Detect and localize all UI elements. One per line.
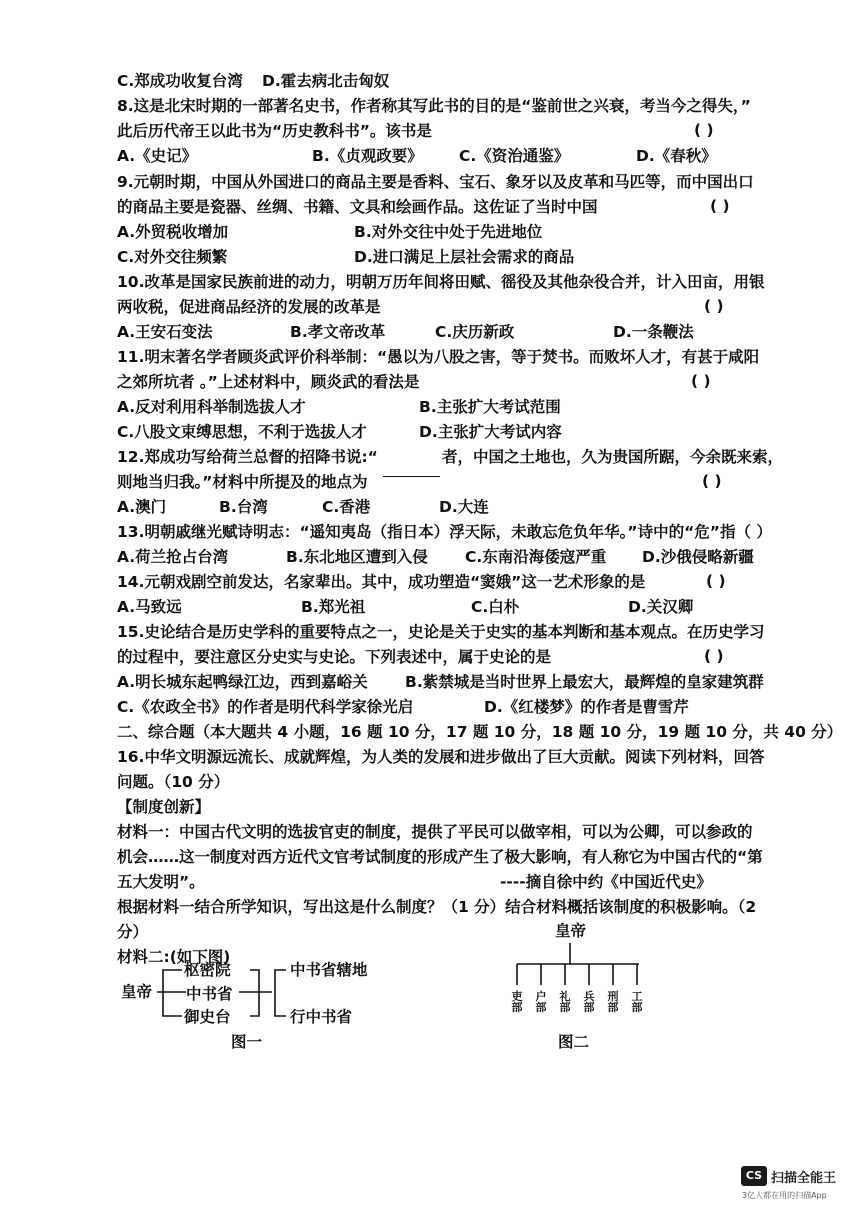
text-line: 此后历代帝王以此书为“历史教科书”。该书是 (117, 122, 432, 140)
text-line: C.郑成功收复台湾 (117, 72, 243, 90)
text-line: ----摘自徐中约《中国近代史》 (500, 873, 712, 891)
text-line: 问题。（10 分） (117, 773, 230, 791)
text-line: B.主张扩大考试范围 (419, 398, 561, 416)
text-line: C.香港 (322, 498, 371, 516)
org-zhongshusheng: 中书省 (186, 985, 233, 1003)
text-line: 9.元朝时期，中国从外国进口的商品主要是香料、宝石、象牙以及皮革和马匹等，而中国出口 (117, 173, 754, 191)
text-line: B.台湾 (219, 498, 268, 516)
text-line: 14.元朝戏剧空前发达，名家辈出。其中，成功塑造“窦娥”这一艺术形象的是 (117, 573, 646, 591)
emperor-label: 皇帝 (121, 983, 153, 1001)
diagram-one-caption: 图一 (231, 1033, 263, 1051)
answer-bracket: ( ) (702, 472, 722, 490)
text-line: 11.明末著名学者顾炎武评价科举制：“愚以为八股之害，等于焚书。而败坏人才，有甚于咸阳 (117, 348, 760, 366)
ministry-label: 户 部 (535, 990, 547, 1014)
answer-bracket: ( ) (694, 121, 714, 139)
text-line: B.《贞观政要》 (312, 147, 423, 165)
ministry-label: 兵 部 (583, 990, 595, 1014)
answer-bracket: ( ) (704, 647, 724, 665)
text-line: 之郊所坑者 。”上述材料中，顾炎武的看法是 (117, 373, 420, 391)
text-line: D.主张扩大考试内容 (419, 423, 562, 441)
ministry-label: 吏 部 (511, 990, 523, 1014)
text-line: 8.这是北宋时期的一部著名史书，作者称其写此书的目的是“鉴前世之兴衰，考当今之得失，” (117, 97, 751, 115)
text-line: B.东北地区遭到入侵 (286, 548, 428, 566)
text-line: A.马致远 (117, 598, 182, 616)
text-line: 12.郑成功写给荷兰总督的招降书说:“ (117, 448, 378, 466)
text-line: 五大发明”。 (117, 873, 205, 891)
text-line: 机会……这一制度对西方近代文官考试制度的形成产生了极大影响，有人称它为中国古代的“第 (117, 848, 763, 866)
text-line: A.荷兰抢占台湾 (117, 548, 229, 566)
answer-bracket: ( ) (691, 372, 711, 390)
text-line: 10.改革是国家民族前进的动力，明朝万历年间将田赋、徭役及其他杂役合并，计入田亩，用银 (117, 273, 765, 291)
text-line: D.《春秋》 (636, 147, 717, 165)
text-line: 16.中华文明源远流长、成就辉煌，为人类的发展和进步做出了巨大贡献。阅读下列材料，回答 (117, 748, 765, 766)
text-line: 则地当归我。”材料中所提及的地点为 (117, 473, 368, 491)
text-line: 材料二:(如下图) (117, 948, 231, 966)
text-line: 的商品主要是瓷器、丝绸、书籍、文具和绘画作品。这佐证了当时中国 (117, 198, 598, 216)
text-line: D.关汉卿 (628, 598, 694, 616)
text-line: A.《史记》 (117, 147, 198, 165)
text-line: A.反对利用科举制选拔人才 (117, 398, 306, 416)
text-line: C.对外交往频繁 (117, 248, 228, 266)
text-line: D.一条鞭法 (613, 323, 694, 341)
text-line: 15.史论结合是历史学科的重要特点之一，史论是关于史实的基本判断和基本观点。在历史学习 (117, 623, 765, 641)
text-line: D.《红楼梦》的作者是曹雪芹 (484, 698, 689, 716)
text-line: B.孝文帝改革 (290, 323, 386, 341)
text-line: 材料一：中国古代文明的选拔官吏的制度，提供了平民可以做宰相，可以为公卿，可以参政的 (117, 823, 753, 841)
text-line: 二、综合题（本大题共 4 小题，16 题 10 分，17 题 10 分，18 题 10 分，19 题 10 分，共 40 分） (117, 723, 843, 741)
camscanner-logo: CS (741, 1166, 767, 1186)
text-line: 者，中国之土地也，久为贵国所踞，今余既来索， (442, 448, 784, 466)
text-line: A.明长城东起鸭绿江边，西到嘉峪关 (117, 673, 368, 691)
text-line: 两收税，促进商品经济的发展的改革是 (117, 298, 381, 316)
text-line: C.庆历新政 (435, 323, 515, 341)
text-line: C.《资治通鉴》 (459, 147, 570, 165)
region-province: 行中书省 (290, 1008, 353, 1026)
text-line: D.大连 (439, 498, 489, 516)
answer-bracket: ( ) (710, 197, 730, 215)
ministry-label: 刑 部 (607, 990, 619, 1014)
text-line: B.郑光祖 (301, 598, 366, 616)
text-line: C.白朴 (471, 598, 520, 616)
text-line: 分） (117, 923, 149, 941)
text-line: D.沙俄侵略新疆 (642, 548, 754, 566)
answer-bracket: ( ) (706, 572, 726, 590)
brand-tagline: 3亿人都在用的扫描App (742, 1191, 827, 1200)
text-line: A.澳门 (117, 498, 167, 516)
text-line: C.东南沿海倭寇严重 (465, 548, 607, 566)
text-line: 的过程中，要注意区分史实与史论。下列表述中，属于史论的是 (117, 648, 552, 666)
text-line: 根据材料一结合所学知识，写出这是什么制度？（1 分）结合材料概括该制度的积极影响。（2 (117, 898, 757, 916)
brand-name: 扫描全能王 (771, 1171, 837, 1186)
ministry-label: 工 部 (631, 990, 643, 1014)
text-line: B.紫禁城是当时世界上最宏大，最辉煌的皇家建筑群 (405, 673, 764, 691)
region-capital: 中书省辖地 (290, 961, 368, 979)
ministry-label: 礼 部 (559, 990, 571, 1014)
org-shumiyuan: 枢密院 (184, 961, 231, 979)
text-line: D.进口满足上层社会需求的商品 (354, 248, 575, 266)
text-line: A.外贸税收增加 (117, 223, 229, 241)
text-line: A.王安石变法 (117, 323, 213, 341)
text-line: B.对外交往中处于先进地位 (354, 223, 543, 241)
diagram-two-caption: 图二 (558, 1033, 590, 1051)
text-line: 【制度创新】 (117, 798, 211, 816)
text-line: C.《农政全书》的作者是明代科学家徐光启 (117, 698, 414, 716)
answer-bracket: ( ) (704, 297, 724, 315)
org-yushitai: 御史台 (184, 1008, 231, 1026)
diagram-two-emperor: 皇帝 (555, 922, 587, 940)
text-line: 13.明朝戚继光赋诗明志：“遥知夷岛（指日本）浮天际，未敢忘危负年华。”诗中的“危”指（ ） (117, 523, 772, 541)
text-line: D.霍去病北击匈奴 (262, 72, 390, 90)
text-line: C.八股文束缚思想，不利于选拔人才 (117, 423, 367, 441)
